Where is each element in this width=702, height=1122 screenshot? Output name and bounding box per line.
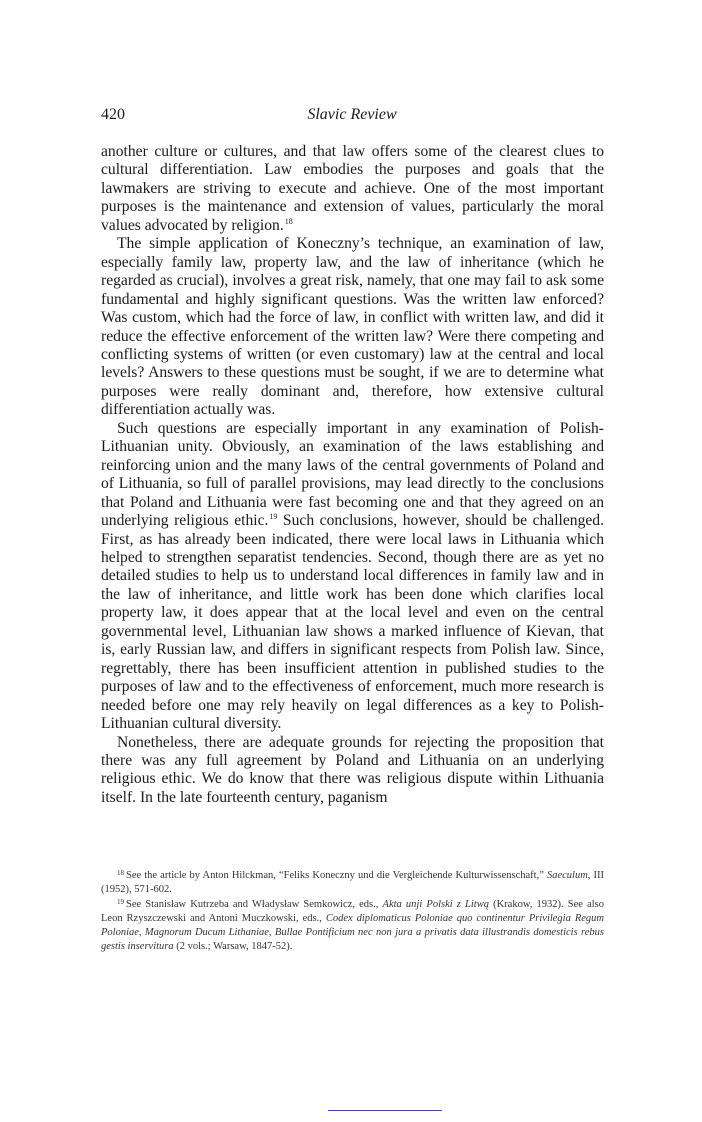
footnote-19-title-b: Codex diplomaticus Poloniae quo continentur Privilegia Regum Poloniae, Magnorum Ducum Lithaniae, Bullae Pontificium nec non jura a privatis data illustrandis domesticis rebus gestis inservitura: [101, 912, 604, 953]
page-number: 420: [101, 106, 125, 123]
footnote-19: [101, 898, 604, 955]
page-header: [101, 106, 603, 128]
footnote-19-text-c: (2 vols.; Warsaw, 1847-52).: [173, 941, 293, 953]
paragraph-3: [101, 420, 604, 734]
footnote-ref-18[interactable]: 18: [284, 216, 293, 226]
paragraph-4: [101, 734, 604, 808]
paragraph-1-text: another culture or cultures, and that law offers some of the clearest clues to cultural differentiation. Law embodies the purposes and goals that the lawmakers are striving to execute and achieve. One of the most important purposes is the maintenance and extension of values, particularly the moral values advocated by religion.: [101, 143, 604, 234]
footnote-19-title-a: Akta unji Polski z Litwą: [382, 898, 489, 910]
footnote-18-journal: Saeculum: [546, 870, 588, 881]
paragraph-3-text-after: Such conclusions, however, should be challenged. First, as has already been indicated, there were local laws in Lithuania which helped to strengthen separatist tendencies. Second, though there are as yet no detailed studies to help us to understand local differences in family law and in the law of inheritance, and little work has been done which clarifies local property law, it does appear that at the local level and even on the central governmental level, Lithuanian law shows a marked influence of Kievan, that is, early Russian law, and differs in significant respects from Polish law. Since, regrettably, there has been insufficient attention in published studies to the purposes of law and to the effectiveness of enforcement, much more research is needed before one may rely heavily on legal differences as a key to Polish-Lithuanian cultural diversity.: [101, 512, 605, 733]
paragraph-3-text-before: Such questions are especially important in any examination of Polish-Lithuanian unity. Obviously, an examination of the laws establishing and reinforcing union and the many laws of the central governments of Poland and of Lithuania, so full of parallel provisions, may lead directly to the conclusions that Poland and Lithuania were fast becoming one and that they agreed on an underlying religious ethic.: [101, 419, 604, 530]
footnote-19-text-a: See Stanisław Kutrzeba and Władysław Semkowicz, eds.,: [126, 898, 383, 910]
footnote-19-number: 19: [117, 897, 124, 906]
paragraph-2-text: The simple application of Koneczny’s technique, an examination of law, especially family law, property law, and the law of inheritance (which he regarded as crucial), involves a great risk, namely, that one may fail to ask some fundamental and highly significant questions. Was the written law enforced? Was custom, which had the force of law, in conflict with written law, and did it reduce the effective enforcement of the written law? Were there competing and conflicting systems of written (or even customary) law at the central and local levels? Answers to these questions must be sought, if we are to determine what purposes were really dominant and, therefore, how extensive cultural differentiation actually was.: [101, 235, 604, 419]
paragraph-1: [101, 143, 604, 235]
footnotes: [101, 869, 604, 955]
footnote-18-text-after: , III (1952), 571-602.: [101, 870, 604, 896]
footnote-18: [101, 869, 604, 898]
bottom-rule: [328, 1110, 442, 1111]
footnote-ref-19[interactable]: 19: [269, 512, 278, 522]
paragraph-4-text: Nonetheless, there are adequate grounds for rejecting the proposition that there was any full agreement by Poland and Lithuania on an underlying religious ethic. We do know that there was religious dispute within Lithuania itself. In the late fourteenth century, paganism: [101, 733, 604, 806]
footnote-18-number: 18: [117, 869, 124, 877]
running-title: Slavic Review: [307, 106, 397, 123]
footnote-19-text-b: (Krakow, 1932). See also Leon Rzyszczewski and Antoni Muczkowski, eds.,: [101, 898, 604, 924]
body-text: [101, 143, 604, 807]
footnote-18-text-before: See the article by Anton Hilckman, “Feliks Koneczny und die Vergleichende Kulturwissenschaft,”: [126, 870, 547, 881]
paragraph-2: [101, 235, 604, 420]
